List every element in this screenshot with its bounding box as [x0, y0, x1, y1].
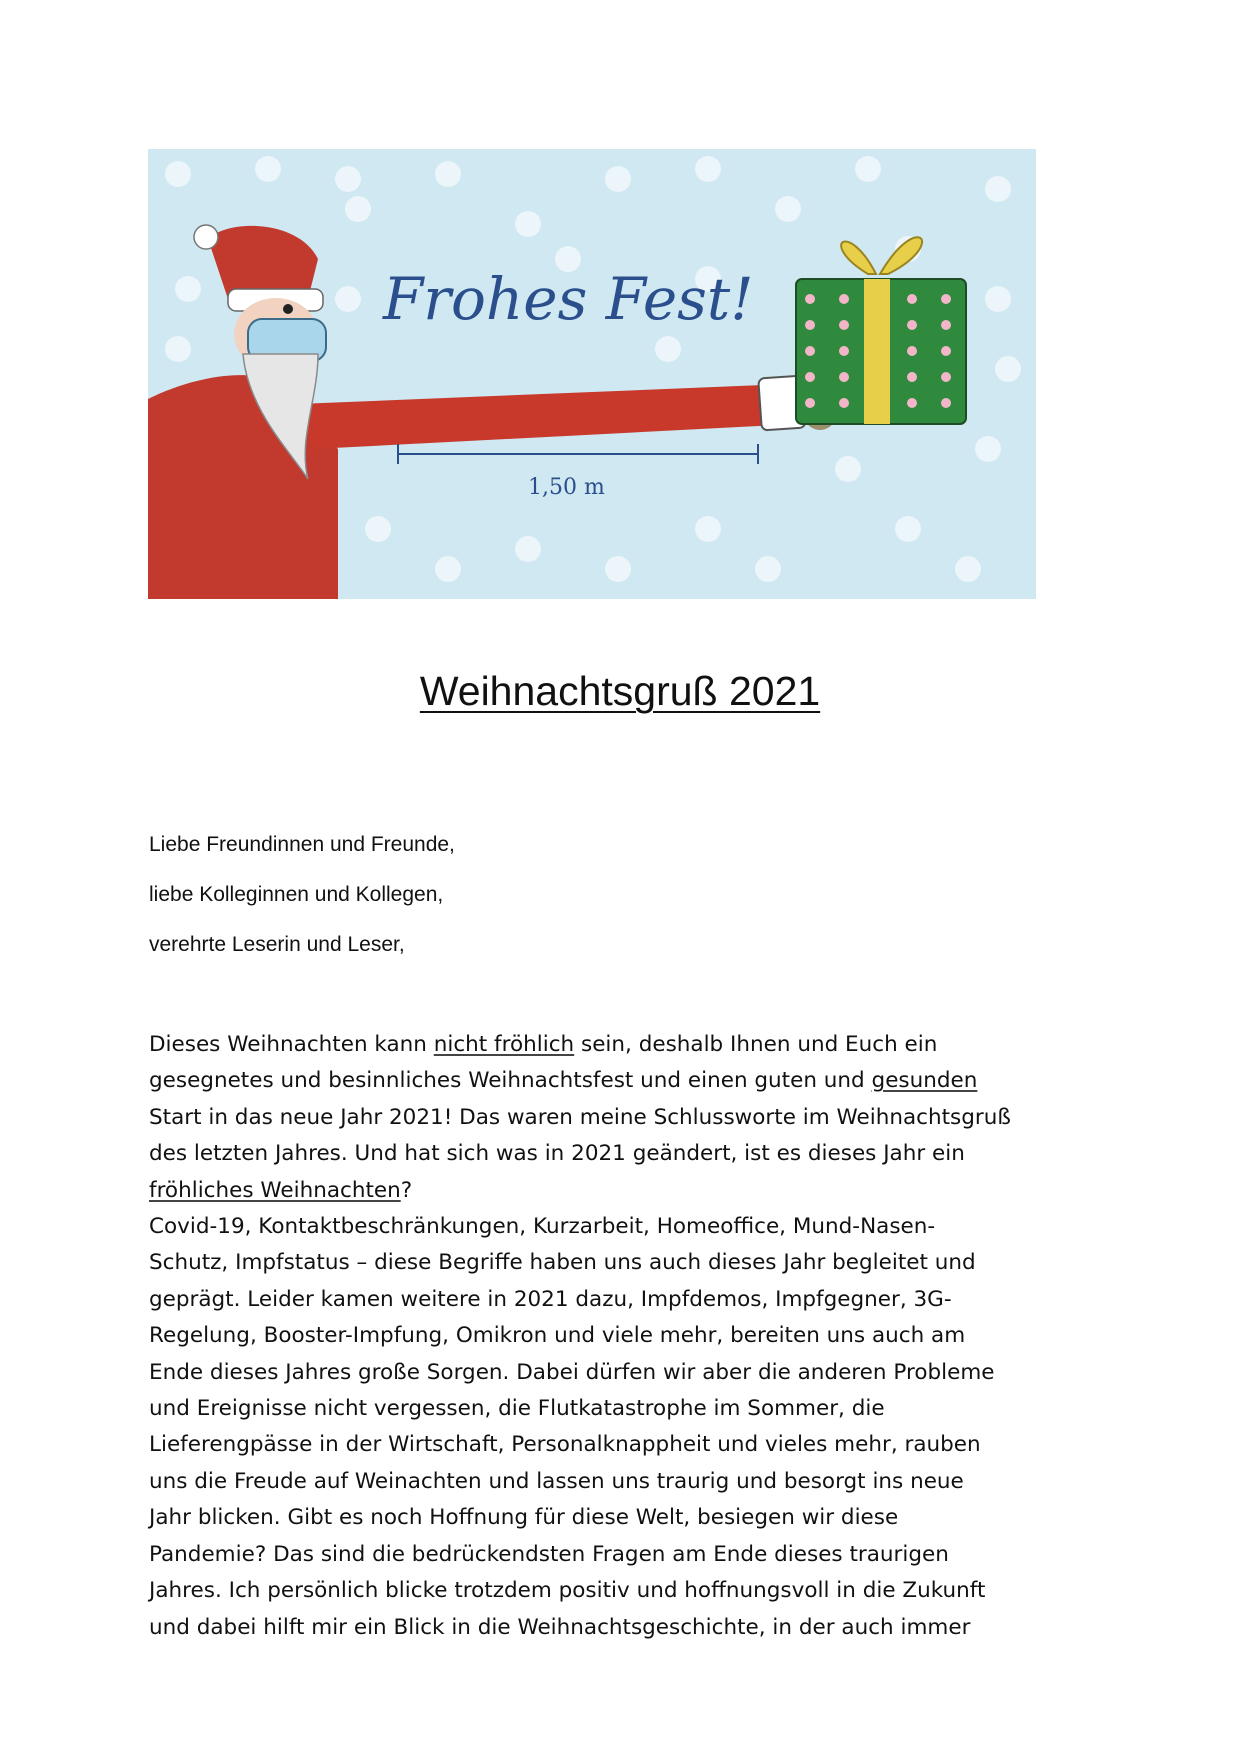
heart-pattern: [907, 320, 917, 330]
body-line: [149, 1245, 1049, 1281]
snowflake: [975, 436, 1001, 462]
heart-pattern: [839, 294, 849, 304]
body-text-segment: Start in das neue Jahr 2021! Das waren meine Schlussworte im Weihnachtsgruß: [149, 1104, 1011, 1130]
heart-pattern: [839, 372, 849, 382]
snowflake: [335, 166, 361, 192]
body-text-segment: Lieferengpässe in der Wirtschaft, Personalknappheit und vieles mehr, rauben: [149, 1432, 981, 1458]
body-text-segment: Dieses Weihnachten kann: [149, 1032, 434, 1057]
heart-pattern: [805, 372, 815, 382]
body-line: [149, 1537, 1049, 1573]
snowflake: [435, 556, 461, 582]
body-line: [149, 1391, 1049, 1427]
body-text-segment: und dabei hilft mir ein Blick in die Weihnachtsgeschichte, in der auch immer: [149, 1614, 971, 1640]
body-text-segment: uns die Freude auf Weinachten und lassen uns traurig und besorgt ins neue: [149, 1468, 964, 1494]
body-line: [149, 1500, 1049, 1536]
body-line: [149, 1063, 1049, 1099]
snowflake: [985, 286, 1011, 312]
underlined-phrase: nicht fröhlich: [433, 1032, 575, 1057]
heart-pattern: [805, 346, 815, 356]
body-text-segment: gesegnetes und besinnliches Weihnachtsfest und einen guten und: [149, 1068, 872, 1094]
page-title: Weihnachtsgruß 2021: [419, 668, 821, 714]
body-line: [149, 1318, 1049, 1354]
salutation-line: liebe Kolleginnen und Kollegen,: [149, 883, 444, 906]
body-line: [149, 1464, 1049, 1500]
heart-pattern: [805, 294, 815, 304]
snowflake: [775, 196, 801, 222]
snowflake: [165, 336, 191, 362]
body-text-segment: Ende dieses Jahres große Sorgen. Dabei dürfen wir aber die anderen Probleme: [149, 1359, 995, 1385]
body-line: [149, 1573, 1049, 1609]
body-line: [149, 1427, 1049, 1463]
snowflake: [695, 516, 721, 542]
salutation-line: Liebe Freundinnen und Freunde,: [149, 833, 455, 856]
distance-label: 1,50 m: [528, 475, 605, 500]
christmas-banner-illustration: [148, 149, 1036, 599]
snowflake: [435, 161, 461, 187]
snowflake: [695, 156, 721, 182]
heart-pattern: [941, 346, 951, 356]
snowflake: [605, 166, 631, 192]
snowflake: [955, 556, 981, 582]
body-text-segment: Regelung, Booster-Impfung, Omikron und viele mehr, bereiten uns auch am: [149, 1323, 966, 1349]
body-text-segment: sein, deshalb Ihnen und Euch ein: [574, 1032, 938, 1057]
snowflake: [255, 156, 281, 182]
heart-pattern: [941, 320, 951, 330]
body-text-segment: Jahr blicken. Gibt es noch Hoffnung für diese Welt, besiegen wir diese: [149, 1505, 899, 1531]
underlined-phrase: gesunden: [871, 1068, 978, 1094]
hat-pompom: [194, 225, 218, 249]
santa-eye: [283, 304, 293, 314]
snowflake: [985, 176, 1011, 202]
body-line: [149, 1027, 1049, 1063]
salutations: [149, 820, 455, 970]
body-text-segment: Pandemie? Das sind die bedrückendsten Fragen am Ende dieses traurigen: [149, 1541, 949, 1567]
heart-pattern: [805, 398, 815, 408]
snowflake: [855, 156, 881, 182]
body-line: [149, 1136, 1049, 1172]
body-text-segment: Jahres. Ich persönlich blicke trotzdem positiv und hoffnungsvoll in die Zukunft: [149, 1578, 986, 1604]
heart-pattern: [907, 294, 917, 304]
snowflake: [345, 196, 371, 222]
snowflake: [335, 286, 361, 312]
heart-pattern: [941, 372, 951, 382]
body-line: [149, 1209, 1049, 1245]
snowflake: [515, 211, 541, 237]
salutation-line: verehrte Leserin und Leser,: [149, 933, 405, 956]
heart-pattern: [805, 320, 815, 330]
heart-pattern: [907, 372, 917, 382]
body-text-segment: und Ereignisse nicht vergessen, die Flutkatastrophe im Sommer, die: [149, 1396, 885, 1422]
heart-pattern: [907, 398, 917, 408]
snowflake: [175, 276, 201, 302]
body-text-segment: des letzten Jahres. Und hat sich was in 2021 geändert, ist es dieses Jahr ein: [149, 1141, 965, 1167]
body-line: [149, 1173, 1049, 1209]
snowflake: [655, 336, 681, 362]
body-line: [149, 1610, 1049, 1646]
heart-pattern: [839, 346, 849, 356]
body-line: [149, 1100, 1049, 1136]
body-text-segment: Schutz, Impfstatus – diese Begriffe haben uns auch dieses Jahr begleitet und: [149, 1250, 976, 1276]
snowflake: [835, 456, 861, 482]
greeting-lettering: Frohes Fest!: [383, 265, 754, 333]
snowflake: [895, 516, 921, 542]
body-line: [149, 1282, 1049, 1318]
snowflake: [165, 161, 191, 187]
underlined-phrase: fröhliches Weihnachten: [149, 1177, 401, 1203]
snowflake: [995, 356, 1021, 382]
heart-pattern: [839, 398, 849, 408]
heart-pattern: [941, 398, 951, 408]
body-line: [149, 1355, 1049, 1391]
snowflake: [515, 536, 541, 562]
heart-pattern: [941, 294, 951, 304]
body-text-segment: Covid-19, Kontaktbeschränkungen, Kurzarbeit, Homeoffice, Mund-Nasen-: [149, 1214, 936, 1240]
snowflake: [365, 516, 391, 542]
letter-body: [149, 1027, 1049, 1646]
body-text-segment: geprägt. Leider kamen weitere in 2021 dazu, Impfdemos, Impfgegner, 3G-: [149, 1286, 952, 1312]
body-text-segment: ?: [400, 1177, 413, 1203]
banner-svg: [148, 149, 1036, 599]
snowflake: [755, 556, 781, 582]
snowflake: [605, 556, 631, 582]
heart-pattern: [907, 346, 917, 356]
heart-pattern: [839, 320, 849, 330]
